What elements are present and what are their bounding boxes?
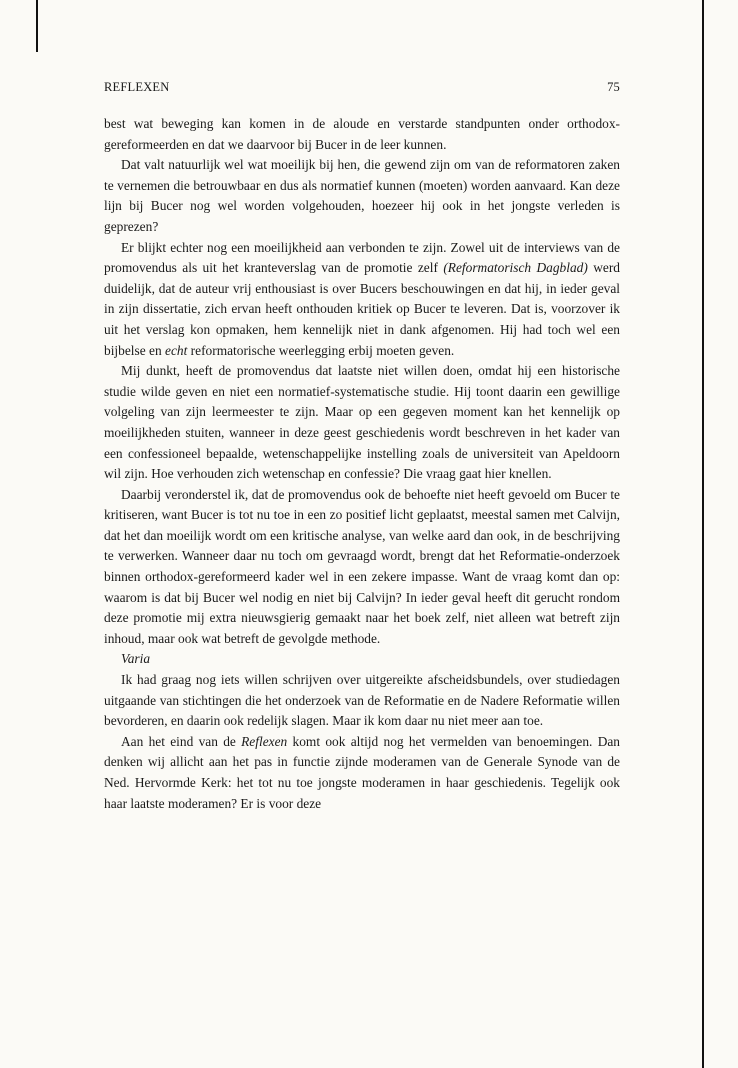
- paragraph-4: Mij dunkt, heeft de promovendus dat laatste niet willen doen, omdat hij een historische studie wilde geven en niet een normatief-systematische studie. Hij toont daarin een gewillige volgeling van zijn leermeester te zijn. Maar op een gegeven moment kan het kennelijk op moeilijkheden stuiten, wanneer in deze geest geschiedenis wordt beschreven in het kader van een confessioneel bepaalde, wetenschappelijke instelling zoals de universiteit van Apeldoorn wil zijn. Hoe verhouden zich wetenschap en confessie? Die vraag gaat hier knellen.: [104, 363, 620, 482]
- reflexen-title: Reflexen: [241, 733, 288, 749]
- paragraph-1: best wat beweging kan komen in de aloude en verstarde standpunten onder orthodox-gereformeerden en dat we daarvoor bij Bucer in de leer kunnen.: [104, 116, 620, 152]
- paragraph-3-text-c: reformatorische weerlegging erbij moeten geven.: [190, 342, 455, 358]
- paragraph-3: [104, 238, 620, 362]
- paragraph-7: [104, 732, 620, 814]
- binding-edge-left: [36, 0, 38, 52]
- paragraph-3-text-a: Er blijkt echter nog een moeilijkheid aan verbonden te zijn. Zowel uit de interviews van de promovendus als uit het kranteverslag van de promotie zelf: [104, 239, 620, 276]
- paragraph-7-text-b: komt ook altijd nog het vermelden van benoemingen. Dan denken wij allicht aan het pas in functie zijnde moderamen van de Generale Synode van de Ned. Hervormde Kerk: het tot nu toe jongste moderamen in haar geschiedenis. Tegelijk ook haar laatste moderamen? Er is voor deze: [104, 733, 620, 811]
- emphasis-echt: echt: [165, 342, 188, 358]
- paragraph-5: Daarbij veronderstel ik, dat de promovendus ook de behoefte niet heeft gevoeld om Bucer te kritiseren, want Bucer is tot nu toe in een zo positief licht geplaatst, meestal samen met Calvijn, dat het dan moeilijk wordt om een kritische analyse, van welke aard dan ook, in de beschrijving te verwerken. Wanneer daar nu toch om gevraagd wordt, brengt dat het Reformatie-onderzoek binnen orthodox-gereformeerd kader wel in een zekere impasse. Want de vraag komt dan op: waarom is dat bij Bucer wel nodig en niet bij Calvijn? In ieder geval heeft dit gerucht rondom deze promotie mij extra nieuwsgierig gemaakt naar het boek zelf, niet alleen wat betreft zijn inhoud, maar ook wat betreft de gevolgde methode.: [104, 486, 620, 646]
- newspaper-title: (Reformatorisch Dagblad): [443, 260, 588, 276]
- paragraph-3-text-b: werd duidelijk, dat de auteur vrij enthousiast is over Bucers beschouwingen en dat hij, in ieder geval in zijn dissertatie, zich ervan heeft onthouden kritiek op Bucer te leveren. Dat is, voorzover ik uit het verslag kon opmaken, hem kennelijk niet in dank afgenomen. Hij had toch wel een bijbelse en: [104, 260, 621, 358]
- running-title: REFLEXEN: [104, 80, 170, 94]
- binding-edge-right: [702, 0, 704, 1068]
- section-heading: Varia: [121, 651, 151, 667]
- running-head: [104, 80, 620, 100]
- paragraph-6: Ik had graag nog iets willen schrijven over uitgereikte afscheidsbundels, over studiedagen uitgaande van stichtingen die het onderzoek van de Reformatie en de Nadere Reformatie willen bevorderen, en daarin ook redelijk slagen. Maar ik kom daar nu niet meer aan toe.: [104, 672, 620, 729]
- paragraph-7-text-a: Aan het eind van de: [121, 733, 236, 749]
- page-number: 75: [607, 80, 620, 94]
- body-text: [104, 114, 620, 814]
- paragraph-2: Dat valt natuurlijk wel wat moeilijk bij hen, die gewend zijn om van de reformatoren zaken te vernemen die betrouwbaar en dus als normatief kunnen (moeten) worden aanvaard. Kan deze lijn bij Bucer nog wel worden volgehouden, hoezeer hij ook in het jongste verleden is geprezen?: [104, 157, 620, 234]
